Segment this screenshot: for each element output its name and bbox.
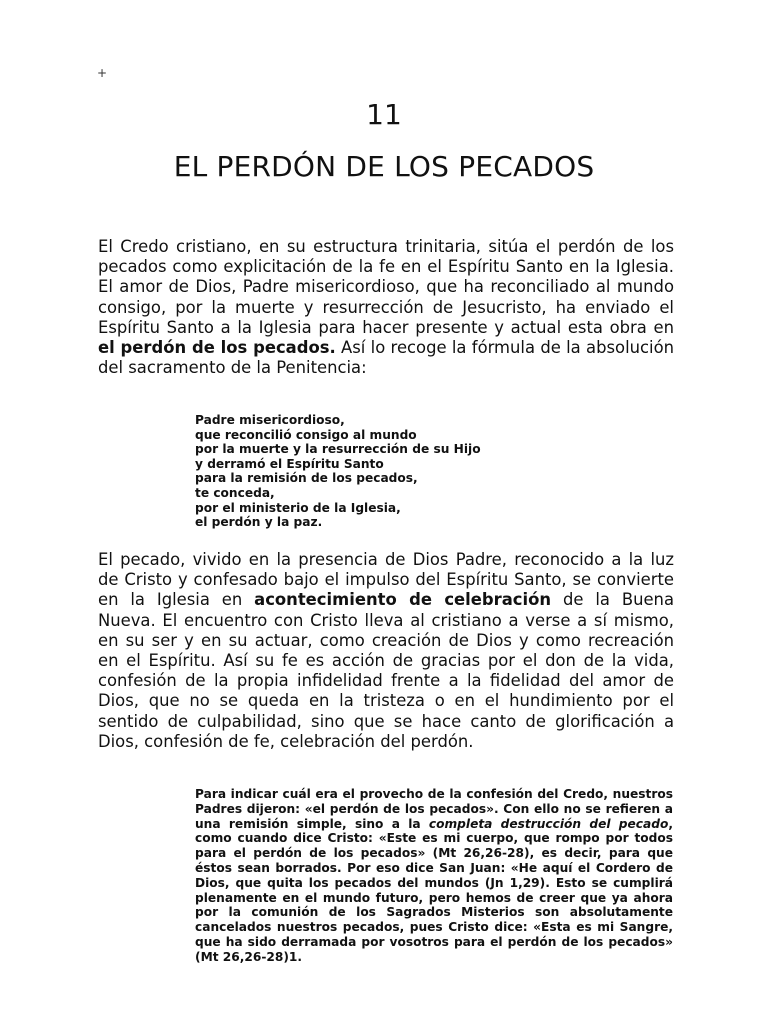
body-paragraph: [98, 550, 674, 752]
absolution-prayer: [195, 413, 481, 530]
prayer-line: por la muerte y la resurrección de su Hijo: [195, 442, 481, 457]
body-text-start: El pecado, vivido en la presencia de Dios Padre, reconocido a la luz de Cristo y confesado bajo el impulso del Espíritu Santo, se convierte en la Iglesia en: [98, 550, 674, 610]
quote-italic-phrase: completa destrucción del pecado: [428, 816, 669, 831]
prayer-line: el perdón y la paz.: [195, 515, 323, 530]
intro-text-start: El Credo cristiano, en su estructura trinitaria, sitúa el perdón de los pecados como explicitación de la fe en el Espíritu Santo en la Iglesia. El amor de Dios, Padre misericordioso, que ha reconciliado al mundo consigo, por la muerte y resurrección de Jesucristo, ha enviado el Espíritu Santo a la Iglesia para hacer presente y actual esta obra en: [98, 237, 674, 337]
prayer-line: para la remisión de los pecados,: [195, 471, 418, 486]
corner-mark: +: [97, 66, 108, 80]
prayer-line: que reconcilió consigo al mundo: [195, 427, 417, 442]
chapter-number: 11: [366, 98, 402, 131]
intro-bold-phrase: el perdón de los pecados.: [98, 338, 336, 358]
chapter-title: EL PERDÓN DE LOS PECADOS: [173, 150, 595, 183]
prayer-line: y derramó el Espíritu Santo: [195, 456, 384, 471]
intro-text-end: Así lo recoge la fórmula de la absolución del sacramento de la Penitencia:: [98, 338, 674, 378]
prayer-line: Padre misericordioso,: [195, 413, 345, 427]
prayer-line: te conceda,: [195, 485, 275, 500]
quote-text-end: , como cuando dice Cristo: «Este es mi cuerpo, que rompo por todos para el perdón de los pecados» (Mt 26,26-28), es decir, para que éstos sean borrados. Por eso dice San Juan: «He aquí el Cordero de Dios, que quita los pecados del mundos (Jn 1,29). Esto se cumplirá plenamente en el mundo futuro, pero hemos de creer que ya ahora por la comunión de los Sagrados Misterios son absolutamente cancelados nuestros pecados, pues Cristo dice: «Esta es mi Sangre, que ha sido derramada por vosotros para el perdón de los pecados» (Mt 26,26-28)1.: [195, 816, 673, 964]
quote-text-start: Para indicar cuál era el provecho de la confesión del Credo, nuestros Padres dijeron: «el perdón de los pecados». Con ello no se refieren a una remisión simple, sino a la: [195, 787, 673, 831]
body-text-end: de la Buena Nueva. El encuentro con Cristo lleva al cristiano a verse a sí mismo, en su ser y en su actuar, como creación de Dios y como recreación en el Espíritu. Así su fe es acción de gracias por el don de la vida, confesión de la propia infidelidad frente a la fidelidad del amor de Dios, que no se queda en la tristeza o en el hundimiento por el sentido de culpabilidad, sino que se hace canto de glorificación a Dios, confesión de fe, celebración del perdón.: [98, 590, 674, 751]
prayer-line: por el ministerio de la Iglesia,: [195, 500, 401, 515]
body-bold-phrase: acontecimiento de celebración: [254, 590, 552, 610]
intro-paragraph: [98, 237, 674, 378]
patristic-quote: [195, 787, 673, 965]
